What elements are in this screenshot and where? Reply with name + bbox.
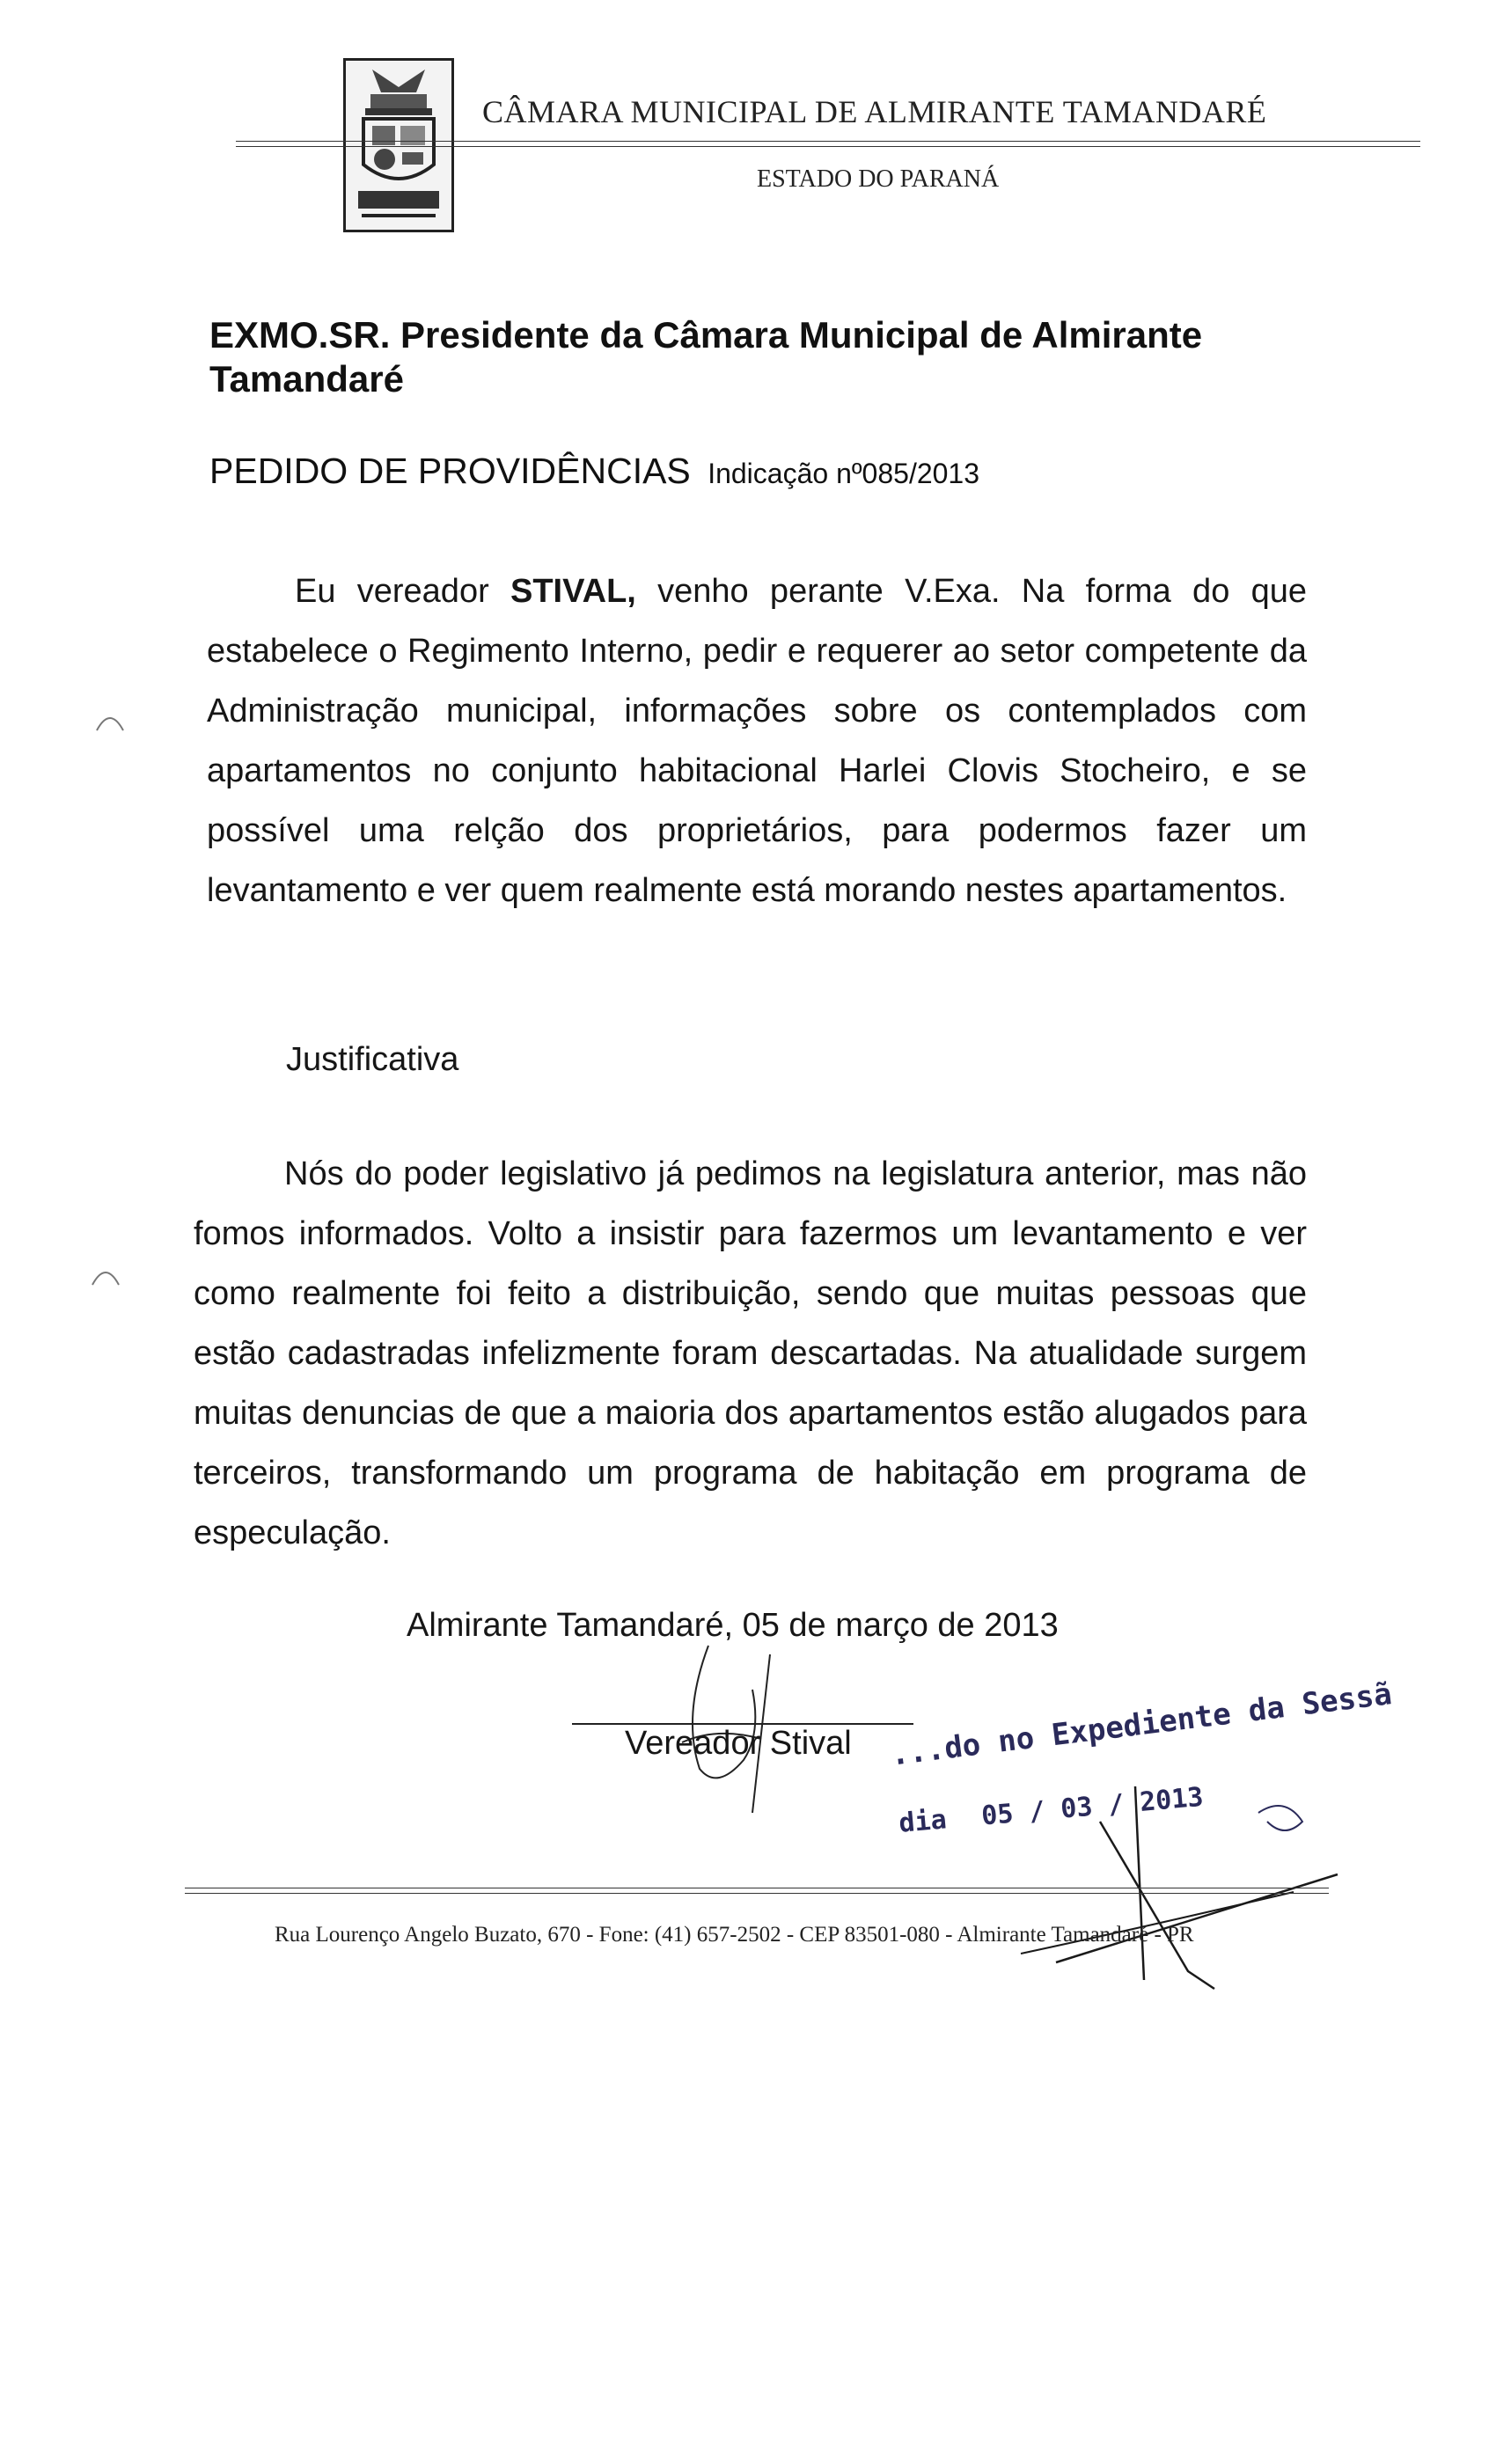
org-name: CÂMARA MUNICIPAL DE ALMIRANTE TAMANDARÉ [482, 94, 1267, 129]
punch-mark-icon [92, 704, 128, 739]
footer-rule [185, 1893, 1329, 1894]
councilor-name: STIVAL, [510, 573, 636, 610]
place-date: Almirante Tamandaré, 05 de março de 2013 [407, 1607, 1059, 1644]
state-name: ESTADO DO PARANÁ [757, 165, 1000, 193]
stamp-text: ...do no Expediente da Sessã [889, 1676, 1394, 1773]
p2-text: Nós do poder legislativo já pedimos na legislatura anterior, mas não fomos informados. Volto a insistir para fazermos um levantamento e ver como realmente foi feito a distribuição, sendo que muitas pessoas que estão cadastradas infelizmente foram descartadas. Na atualidade surgem muitas denuncias de que a maioria dos apartamentos estão alugados para terceiros, transformando um programa de habitação em programa de especulação. [194, 1155, 1307, 1551]
justification-paragraph [194, 1144, 1307, 1563]
p1-text: venho perante V.Exa. Na forma do que estabelece o Regimento Interno, pedir e requerer ao setor competente da Administração municipal, informações sobre os contemplados com apartamentos no conjunto habitacional Harlei Clovis Stocheiro, e se possível uma relção dos proprietários, para podermos fazer um levantamento e ver quem realmente está morando nestes apartamentos. [207, 573, 1307, 909]
header-rule [236, 141, 1420, 142]
request-paragraph [207, 561, 1307, 920]
header-rule [236, 146, 1420, 147]
coat-of-arms-icon [343, 58, 454, 232]
punch-mark-icon [88, 1258, 123, 1294]
stamp-signature [880, 1751, 1373, 2006]
signer-name: Vereador Stival [625, 1725, 852, 1762]
footer-address: Rua Lourenço Angelo Buzato, 670 - Fone: (41) 657-2502 - CEP 83501-080 - Almirante Tamandaré - PR [275, 1923, 1194, 1947]
stamp-day-label: dia [898, 1804, 949, 1839]
addressee-line: Tamandaré [209, 358, 404, 400]
addressee [209, 313, 1318, 401]
p1-intro: Eu vereador [295, 573, 510, 610]
stamp-date-value: 05 / 03 / 2013 [979, 1781, 1205, 1832]
request-title: PEDIDO DE PROVIDÊNCIAS [209, 451, 691, 491]
addressee-line: EXMO.SR. Presidente da Câmara Municipal de Almirante [209, 314, 1203, 356]
request-heading [209, 451, 979, 492]
indication-number: Indicação nº085/2013 [708, 458, 980, 489]
justification-heading: Justificativa [286, 1041, 459, 1078]
